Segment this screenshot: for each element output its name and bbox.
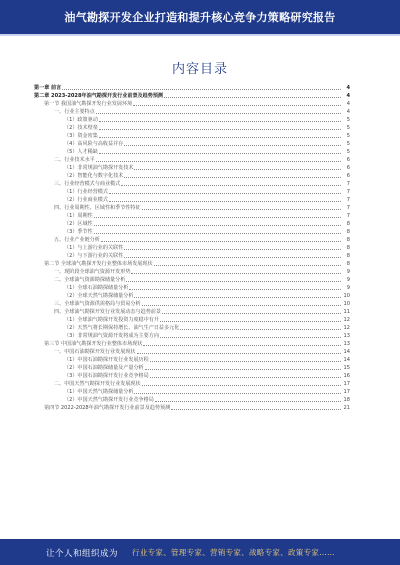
toc-page-number: 14 bbox=[343, 357, 350, 363]
toc-leader-dots bbox=[109, 200, 341, 202]
toc-entry-label: 三、全球油气资源供需格局与贸易分析 bbox=[54, 301, 141, 307]
toc-leader-dots bbox=[94, 232, 341, 234]
toc-leader-dots bbox=[99, 128, 341, 130]
toc-entry-label: （2）技术壁垒 bbox=[64, 125, 98, 131]
toc-entry[interactable] bbox=[34, 100, 350, 108]
toc-entry-label: 第二章 2023-2028年油气勘探开发行业前景及趋势预测 bbox=[34, 93, 164, 99]
toc-entry-label: 二、全球油气资源勘探储量分析 bbox=[54, 277, 126, 283]
toc-entry[interactable] bbox=[34, 372, 350, 380]
header-divider bbox=[0, 34, 400, 36]
toc-leader-dots bbox=[162, 312, 341, 314]
toc-entry-label: 二、行业技术水平 bbox=[54, 157, 95, 163]
toc-leader-dots bbox=[160, 320, 341, 322]
toc-page-number: 8 bbox=[346, 245, 350, 251]
toc-page-number: 8 bbox=[346, 221, 350, 227]
toc-page-number: 7 bbox=[346, 189, 350, 195]
toc-leader-dots bbox=[94, 216, 341, 218]
toc-page-number: 9 bbox=[346, 269, 350, 275]
toc-entry[interactable] bbox=[34, 204, 350, 212]
toc-leader-dots bbox=[124, 248, 341, 250]
toc-entry[interactable] bbox=[34, 188, 350, 196]
toc-entry-label: 一、行业主要特点 bbox=[54, 109, 95, 115]
toc-page-number: 7 bbox=[346, 197, 350, 203]
toc-entry-label: （2）行业商业模式 bbox=[64, 197, 108, 203]
report-title: 油气勘探开发企业打造和提升核心竞争力策略研究报告 bbox=[64, 11, 336, 24]
toc-leader-dots bbox=[129, 288, 341, 290]
toc-leader-dots bbox=[137, 352, 341, 354]
toc-entry[interactable] bbox=[34, 180, 350, 188]
toc-leader-dots bbox=[99, 136, 341, 138]
toc-leader-dots bbox=[154, 264, 341, 266]
toc-entry[interactable] bbox=[34, 148, 350, 156]
toc-entry[interactable] bbox=[34, 380, 350, 388]
toc-entry[interactable] bbox=[34, 132, 350, 140]
toc-leader-dots bbox=[134, 296, 341, 298]
toc-entry[interactable] bbox=[34, 228, 350, 236]
toc-leader-dots bbox=[150, 376, 341, 378]
toc-page-number: 5 bbox=[346, 141, 350, 147]
toc-entry[interactable] bbox=[34, 292, 350, 300]
toc-entry[interactable] bbox=[34, 268, 350, 276]
toc-entry[interactable] bbox=[34, 364, 350, 372]
toc-entry-label: （1）全球石油勘探储量分析 bbox=[64, 285, 129, 291]
toc-entry[interactable] bbox=[34, 220, 350, 228]
toc-entry-label: （1）中国石油勘探开发行业发展历程 bbox=[64, 357, 149, 363]
toc-entry-label: （3）中国石油勘探开发行业竞争格局 bbox=[64, 373, 149, 379]
toc-entry-label: （2）中国天然气勘探开发行业竞争格局 bbox=[64, 397, 154, 403]
toc-entry[interactable] bbox=[34, 92, 350, 100]
toc-page-number: 5 bbox=[346, 117, 350, 123]
toc-leader-dots bbox=[142, 384, 341, 386]
toc-page-number: 7 bbox=[346, 213, 350, 219]
toc-entry[interactable] bbox=[34, 316, 350, 324]
toc-leader-dots bbox=[134, 168, 341, 170]
toc-page-number: 18 bbox=[343, 397, 350, 403]
toc-entry[interactable] bbox=[34, 284, 350, 292]
toc-entry[interactable] bbox=[34, 332, 350, 340]
toc-page-number: 6 bbox=[346, 173, 350, 179]
toc-leader-dots bbox=[164, 96, 341, 98]
toc-entry[interactable] bbox=[34, 308, 350, 316]
footer-experts: 行业专家、管理专家、营销专家、战略专家、政策专家…… bbox=[132, 548, 335, 557]
toc-entry-label: （3）非常规油气资源开发将成为主要方向 bbox=[64, 333, 159, 339]
toc-page-number: 5 bbox=[346, 125, 350, 131]
toc-page-number: 13 bbox=[343, 341, 350, 347]
toc-entry-label: 一、中国石油勘探开发行业发展现状 bbox=[54, 349, 136, 355]
toc-entry-label: （1）政策驱动 bbox=[64, 117, 98, 123]
toc-page-number: 8 bbox=[346, 253, 350, 259]
toc-entry-label: （4）高风险与高收益并存 bbox=[64, 141, 124, 147]
toc-page-number: 10 bbox=[343, 293, 350, 299]
toc-entry-label: 五、行业产业链分析 bbox=[54, 237, 100, 243]
toc-entry[interactable] bbox=[34, 236, 350, 244]
toc-leader-dots bbox=[94, 224, 341, 226]
toc-entry[interactable] bbox=[34, 252, 350, 260]
toc-page-number: 17 bbox=[343, 389, 350, 395]
toc-entry[interactable] bbox=[34, 84, 350, 92]
toc-entry[interactable] bbox=[34, 340, 350, 348]
toc-entry[interactable] bbox=[34, 116, 350, 124]
toc-leader-dots bbox=[96, 160, 341, 162]
toc-leader-dots bbox=[109, 192, 341, 194]
toc-heading: 内容目录 bbox=[171, 62, 228, 77]
toc-page-number: 10 bbox=[343, 301, 350, 307]
toc-page-number: 4 bbox=[346, 85, 350, 91]
toc-page-number: 7 bbox=[346, 181, 350, 187]
report-footer bbox=[0, 539, 400, 565]
toc-page-number: 9 bbox=[346, 277, 350, 283]
toc-leader-dots bbox=[124, 176, 341, 178]
toc-entry-label: 三、行业经营模式与商业模式 bbox=[54, 181, 121, 187]
toc-entry-label: 一、现阶段全球油气资源开发形势 bbox=[54, 269, 131, 275]
toc-entry-label: （2）区域性 bbox=[64, 221, 93, 227]
toc-leader-dots bbox=[62, 88, 341, 90]
toc-entry-label: 第一章 前言 bbox=[34, 85, 62, 91]
toc-entry-label: 第四节 2022-2028年油气勘探开发行业前景及趋势预测 bbox=[44, 405, 171, 411]
toc-entry[interactable] bbox=[34, 396, 350, 404]
toc-leader-dots bbox=[155, 400, 341, 402]
toc-entry-label: 第二节 全球油气勘探开发行业整体市场发展现状 bbox=[44, 261, 153, 267]
toc-entry[interactable] bbox=[34, 172, 350, 180]
toc-leader-dots bbox=[99, 120, 341, 122]
toc-entry-label: （1）中国天然气勘探储量分析 bbox=[64, 389, 134, 395]
toc-entry[interactable] bbox=[34, 356, 350, 364]
toc-leader-dots bbox=[171, 408, 341, 410]
toc-entry[interactable] bbox=[34, 212, 350, 220]
toc-leader-dots bbox=[131, 272, 341, 274]
toc-page-number: 13 bbox=[343, 333, 350, 339]
toc-entry-label: （1）行业经营模式 bbox=[64, 189, 108, 195]
toc-leader-dots bbox=[180, 328, 341, 330]
toc-leader-dots bbox=[101, 240, 341, 242]
toc-leader-dots bbox=[99, 152, 341, 154]
toc-entry-label: 四、行业周期性、区域性和季节性特征 bbox=[54, 205, 141, 211]
toc-leader-dots bbox=[124, 144, 341, 146]
toc-entry[interactable] bbox=[34, 300, 350, 308]
toc-entry[interactable] bbox=[34, 196, 350, 204]
toc-page-number: 5 bbox=[346, 149, 350, 155]
toc-entry[interactable] bbox=[34, 348, 350, 356]
toc-entry[interactable] bbox=[34, 124, 350, 132]
toc-page-number: 14 bbox=[343, 349, 350, 355]
toc-page-number: 4 bbox=[346, 101, 350, 107]
toc-page-number: 12 bbox=[343, 325, 350, 331]
toc-leader-dots bbox=[142, 208, 341, 210]
toc-entry[interactable] bbox=[34, 108, 350, 116]
toc-page-number: 7 bbox=[346, 205, 350, 211]
toc-page-number: 21 bbox=[343, 405, 350, 411]
toc-leader-dots bbox=[134, 392, 341, 394]
toc-page-number: 6 bbox=[346, 165, 350, 171]
toc-page-number: 6 bbox=[346, 157, 350, 163]
toc-entry-label: （1）全球油气勘探开发投资力度稳中有升 bbox=[64, 317, 159, 323]
toc-leader-dots bbox=[160, 336, 341, 338]
toc-entry-label: （5）人才稀缺 bbox=[64, 149, 98, 155]
table-of-contents bbox=[34, 84, 350, 412]
toc-entry-label: （2）智能化与数字化技术 bbox=[64, 173, 124, 179]
toc-entry-label: （2）中国石油勘探储量及产量分析 bbox=[64, 365, 144, 371]
toc-entry-label: 二、中国天然气勘探开发行业发展现状 bbox=[54, 381, 141, 387]
toc-page-number: 17 bbox=[343, 381, 350, 387]
toc-entry[interactable] bbox=[34, 388, 350, 396]
toc-leader-dots bbox=[96, 112, 341, 114]
toc-leader-dots bbox=[133, 104, 341, 106]
toc-page-number: 12 bbox=[343, 317, 350, 323]
toc-entry-label: （1）与上游行业的关联性 bbox=[64, 245, 124, 251]
toc-entry-label: （2）全球天然气勘探储量分析 bbox=[64, 293, 134, 299]
footer-slogan: 让个人和组织成为 bbox=[46, 549, 119, 559]
toc-entry-label: （2）与下游行业的关联性 bbox=[64, 253, 124, 259]
toc-entry[interactable] bbox=[34, 140, 350, 148]
toc-entry-label: 第三节 中国油气勘探开发行业整体市场现状 bbox=[44, 341, 143, 347]
toc-leader-dots bbox=[143, 344, 341, 346]
toc-page-number: 8 bbox=[346, 261, 350, 267]
toc-entry-label: （1）非常规油气勘探开发技术 bbox=[64, 165, 134, 171]
toc-page-number: 11 bbox=[343, 309, 350, 315]
toc-leader-dots bbox=[142, 304, 341, 306]
toc-entry[interactable] bbox=[34, 404, 350, 412]
toc-entry-label: （3）季节性 bbox=[64, 229, 93, 235]
toc-entry[interactable] bbox=[34, 324, 350, 332]
toc-entry-label: （2）天然气将长期保持增长、油气生产日益多元化 bbox=[64, 325, 180, 331]
toc-leader-dots bbox=[124, 256, 341, 258]
toc-entry[interactable] bbox=[34, 260, 350, 268]
toc-page-number: 15 bbox=[343, 365, 350, 371]
toc-entry-label: 四、全球油气勘探开发行业发展动态与趋势前景 bbox=[54, 309, 161, 315]
toc-leader-dots bbox=[145, 368, 341, 370]
toc-page-number: 4 bbox=[346, 93, 350, 99]
toc-entry-label: 第一节 我国油气勘探开发行业发展环境 bbox=[44, 101, 133, 107]
toc-page-number: 4 bbox=[346, 109, 350, 115]
toc-entry-label: （1）周期性 bbox=[64, 213, 93, 219]
toc-page-number: 16 bbox=[343, 373, 350, 379]
toc-entry-label: （3）资金密集 bbox=[64, 133, 98, 139]
toc-entry[interactable] bbox=[34, 276, 350, 284]
toc-page-number: 9 bbox=[346, 285, 350, 291]
toc-page-number: 5 bbox=[346, 133, 350, 139]
toc-entry[interactable] bbox=[34, 164, 350, 172]
toc-entry[interactable] bbox=[34, 156, 350, 164]
toc-page-number: 8 bbox=[346, 229, 350, 235]
report-header bbox=[0, 0, 400, 34]
toc-page-number: 8 bbox=[346, 237, 350, 243]
toc-entry[interactable] bbox=[34, 244, 350, 252]
toc-leader-dots bbox=[150, 360, 341, 362]
toc-leader-dots bbox=[121, 184, 341, 186]
toc-leader-dots bbox=[126, 280, 341, 282]
